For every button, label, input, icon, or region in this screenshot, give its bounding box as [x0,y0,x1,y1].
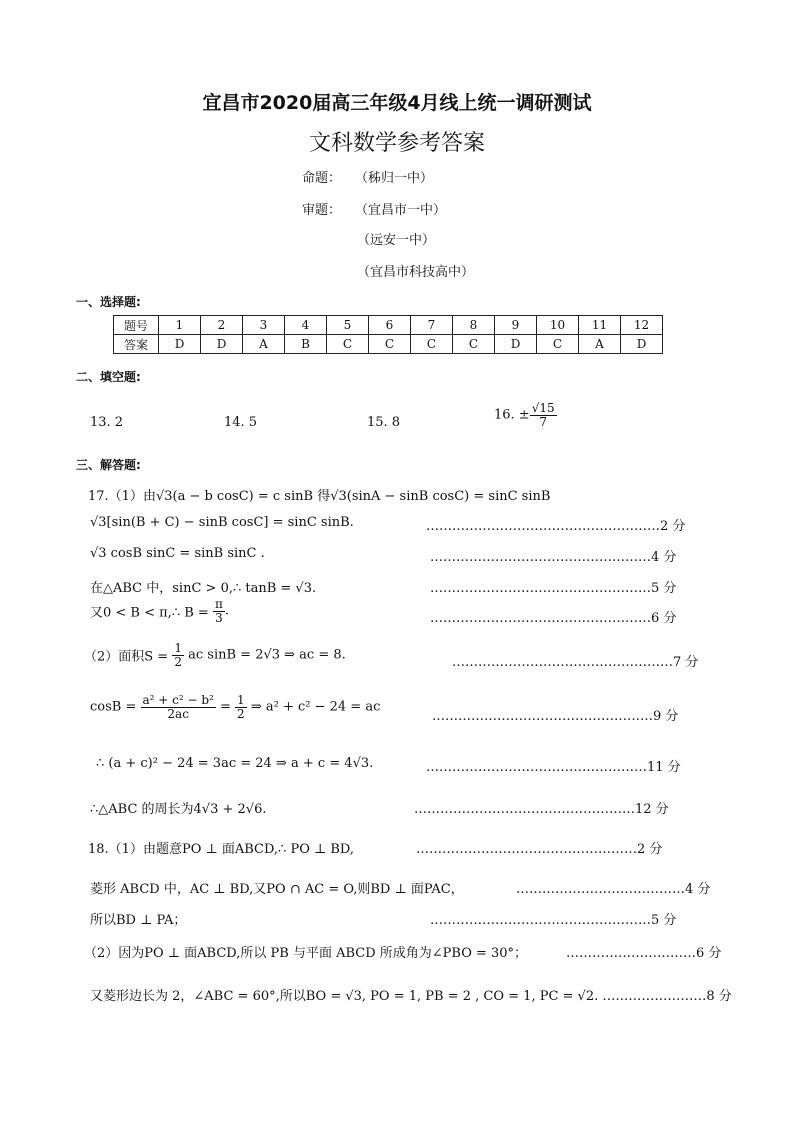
q17-score-9: ……………………………………………9 分 [432,709,679,724]
table-cell: A [243,335,285,354]
table-cell: 7 [411,316,453,335]
table-cell: 10 [537,316,579,335]
fraction [213,598,225,624]
q17-line-9: ∴△ABC 的周长为4√3 + 2√6. [90,802,267,817]
q18-score-5: ……………………………………………5 分 [430,913,677,928]
q17-line-2: √3[sin(B + C) − sinB cosC] = sinC sinB. [90,515,354,530]
q17-line-7 [90,694,380,720]
table-cell: 8 [453,316,495,335]
q17-score-7: ……………………………………………7 分 [452,655,699,670]
table-cell: 5 [327,316,369,335]
reviewer-3: （宜昌市科技高中） [357,265,475,280]
q17-line-6-suffix: ac sinB = 2√3 ⇒ ac = 8. [188,647,346,663]
fraction-denominator: 2 [237,706,245,721]
fraction-numerator: a² + c² − b² [142,693,214,707]
table-label-number: 题号 [114,316,159,335]
table-row-numbers [114,316,663,335]
reviewer-label: 审题： [302,203,342,218]
blank-answer-14: 14. 5 [224,415,258,430]
blank-answer-15: 15. 8 [367,415,401,430]
fraction-numerator: 1 [174,641,182,655]
table-cell: C [411,335,453,354]
table-cell: A [579,335,621,354]
table-cell: 2 [201,316,243,335]
q17-line-7-suffix: ⇒ a² + c² − 24 = ac [250,699,381,715]
fraction [235,694,247,720]
q17-line-3: √3 cosB sinC = sinB sinC . [90,546,265,561]
q17-score-11: ……………………………………………11 分 [426,760,681,775]
answer-table [113,315,663,354]
q18-score-2: ……………………………………………2 分 [416,842,663,857]
blank-answer-13: 13. 2 [90,415,124,430]
q17-line-6-prefix: （2）面积S = [84,649,169,665]
table-cell: D [159,335,201,354]
q18-line-2: 菱形 ABCD 中，AC ⊥ BD,又PO ∩ AC = O,则BD ⊥ 面PAC， [90,882,464,897]
fraction-denominator: 7 [539,414,547,429]
q17-score-4: ……………………………………………4 分 [430,550,677,565]
q17-line-8: ∴ (a + c)² − 24 = 3ac = 24 ⇒ a + c = 4√3. [96,756,374,771]
table-cell: D [201,335,243,354]
table-cell: D [621,335,663,354]
q18-score-6: …………………………6 分 [566,946,722,961]
table-cell: C [453,335,495,354]
fraction [530,402,557,428]
q17-score-5: ……………………………………………5 分 [430,581,677,596]
fraction-denominator: 2ac [167,706,189,721]
q17-line-6 [84,642,346,668]
section-heading-choice: 一、选择题: [76,295,141,309]
fraction-numerator: √15 [531,401,555,415]
table-row-answers [114,335,663,354]
fraction-denominator: 2 [174,654,182,669]
section-heading-solve: 三、解答题: [76,458,141,472]
table-cell: 9 [495,316,537,335]
table-cell: 3 [243,316,285,335]
table-cell: 1 [159,316,201,335]
q17-line-7-eq: = [220,699,231,715]
q17-line-4: 在△ABC 中，sinC > 0,∴ tanB = √3. [90,581,317,596]
table-label-answer: 答案 [114,335,159,354]
reviewer-1: （宜昌市一中） [355,203,447,218]
blank-16-prefix: 16. ± [494,407,530,423]
doc-subtitle: 文科数学参考答案 [308,131,485,156]
fraction-denominator: 3 [215,610,223,625]
q18-line-1: 18.（1）由题意PO ⊥ 面ABCD,∴ PO ⊥ BD, [88,842,355,857]
table-cell: D [495,335,537,354]
table-cell: 6 [369,316,411,335]
q17-score-6: ……………………………………………6 分 [430,611,677,626]
fraction [141,694,216,720]
table-cell: 11 [579,316,621,335]
fraction-numerator: 1 [237,693,245,707]
table-cell: B [285,335,327,354]
fraction-numerator: π [214,597,223,611]
doc-title: 宜昌市2020届高三年级4月线上统一调研测试 [202,92,592,114]
table-cell: 12 [621,316,663,335]
q17-score-2: ………………………………………………2 分 [426,519,686,534]
reviewer-2: （远安一中） [357,233,436,248]
q17-line-7-prefix: cosB = [90,699,137,715]
blank-answer-16 [494,402,557,428]
q18-line-4: （2）因为PO ⊥ 面ABCD,所以 PB 与平面 ABCD 所成角为∠PBO = 30°； [84,946,528,961]
q17-line-5-text: 又0 < B < π,∴ B = [90,605,209,621]
q18-score-4: …………………………………4 分 [516,882,711,897]
q17-line-5: 又0 < B < π,∴ B = $\frac{\pi}{3}$ . [90,597,229,625]
q18-line-5: 又菱形边长为 2，∠ABC = 60°,所以BO = √3, PO = 1, PB = 2 , CO = 1, PC = √2. ……………………8 分 [90,989,732,1004]
q17-line-1: 17.（1）由√3(a − b cosC) = c sinB 得√3(sinA − sinB cosC) = sinC sinB [88,489,551,504]
proposer-value: （秭归一中） [355,171,434,186]
table-cell: C [537,335,579,354]
q18-line-3: 所以BD ⊥ PA； [90,913,187,928]
q17-score-12: ……………………………………………12 分 [414,802,669,817]
fraction [172,642,184,668]
table-cell: C [369,335,411,354]
table-cell: 4 [285,316,327,335]
table-cell: C [327,335,369,354]
proposer-label: 命题： [302,171,342,186]
section-heading-fill: 二、填空题: [76,370,141,384]
